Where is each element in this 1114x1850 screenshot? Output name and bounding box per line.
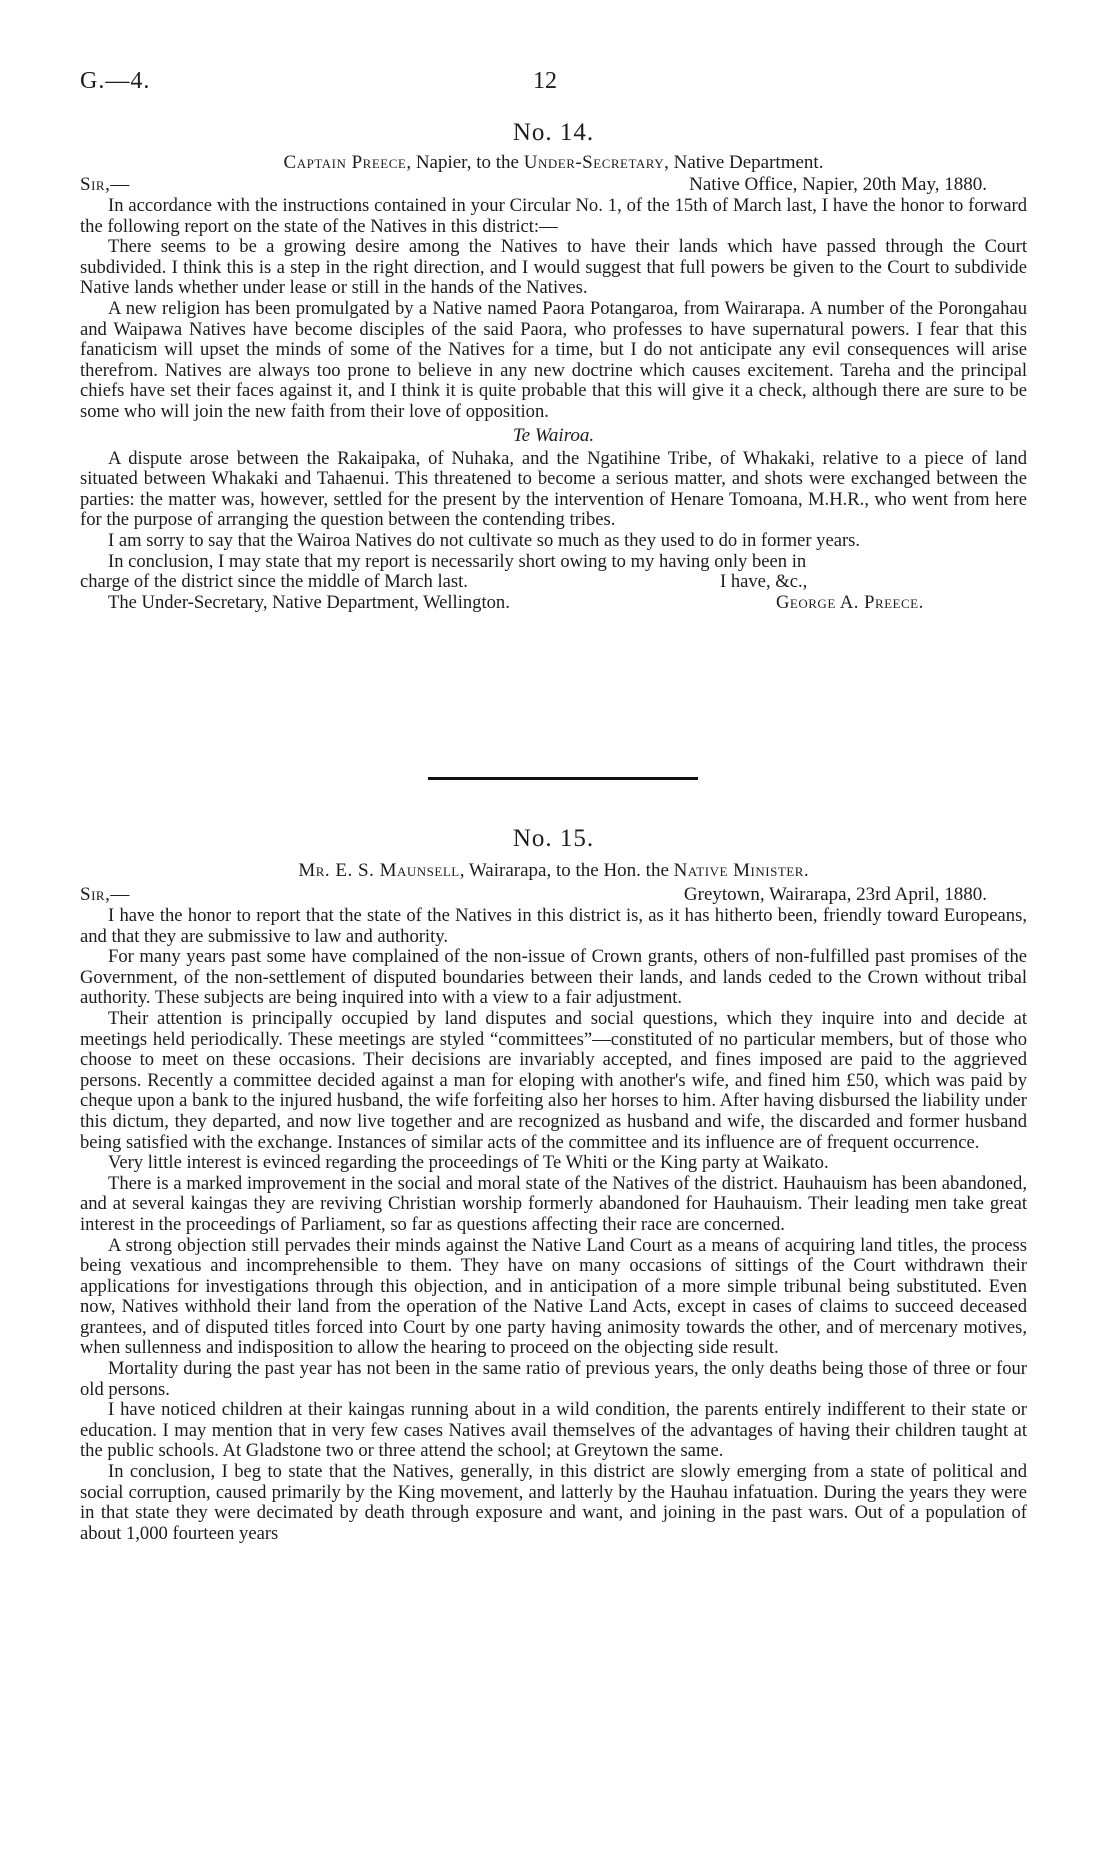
parliamentary-paper-code: G.—4. [80,68,151,94]
letter-14-from-name: Captain Preece [283,152,407,173]
letter-14 [80,118,1027,613]
letter-15-heading [80,860,1027,882]
letter-14-to-rest: , Native Department. [664,152,824,173]
letter-15-paragraph: Mortality during the past year has not been in the same ratio of previous years, the only deaths being those of three or four old persons. [80,1358,1027,1400]
letter-14-to-name: Under-Secretary [523,152,665,173]
section-divider [428,777,698,780]
letter-14-closing-line: In conclusion, I may state that my report is necessarily short owing to my having only been in [108,550,807,572]
letter-15-from-name: Mr. E. S. Maunsell [298,860,460,881]
letter-14-addressee: The Under-Secretary, Native Department, Wellington. [108,591,510,613]
letter-14-paragraph: I am sorry to say that the Wairoa Natives do not cultivate so much as they used to do in former years. [108,529,861,551]
page-number: 12 [533,68,557,94]
letter-14-salutation: Sir,— [80,174,130,195]
letter-15-paragraph: There is a marked improvement in the social and moral state of the Natives of the district. Hauhauism has been abandoned, and at several kaingas they are reviving Christian worship formerly abandoned for Hauhauism. Their leading men take great interest in the proceedings of Parliament, so far as questions affecting their race are concerned. [80,1172,1027,1235]
letter-15-to-rest: . [803,860,809,881]
letter-14-closing-row [80,572,1027,593]
letter-15-salutation: Sir,— [80,884,130,905]
letter-14-paragraph: A dispute arose between the Rakaipaka, of Nuhaka, and the Ngatihine Tribe, of Whakaki, relative to a piece of land situated between Whakaki and Tahaenui. This threatened to become a serious matter, and shots were exchanged between the parties: the matter was, however, settled for the present by the intervention of Henare Tomoana, M.H.R., who went from here for the purpose of arranging the question between the contending tribes. [80,447,1027,531]
letter-15-paragraph: A strong objection still pervades their minds against the Native Land Court as a means of acquiring land titles, the process being vexatious and incomprehensible to them. They have on many occasions of sittings of the Court withdrawn their applications for investigations through this objection, and in anticipation of a more simple tribunal being substituted. Even now, Natives withhold their land from the operation of the Native Land Acts, except in cases of claims to succeed deceased grantees, and of disputed titles forced into Court by one party having animosity towards the other, and of mercenary motives, when sullenness and indisposition to allow the hearing to proceed on the objecting side result. [80,1234,1027,1359]
letter-14-salutation-row [80,174,1027,196]
letter-14-signature: George A. Preece. [776,591,924,613]
letter-15 [80,824,1027,1544]
letter-14-from-rest: , Napier, to the [406,152,524,173]
letter-15-place-date: Greytown, Wairarapa, 23rd April, 1880. [683,884,987,905]
letter-15-paragraph: In conclusion, I beg to state that the Natives, generally, in this district are slowly emerging from a state of political and social corruption, caused primarily by the King movement, and latterly by the Hauhau infatuation. During the years they were in that state they were decimated by death through exposure and want, and joining in the past wars. Out of a population of about 1,000 fourteen years [80,1461,1027,1544]
letter-14-place-date: Native Office, Napier, 20th May, 1880. [689,174,987,195]
letter-15-paragraph: For many years past some have complained of the non-issue of Crown grants, others of non-fulfilled past promises of the Government, of the non-settlement of disputed boundaries between their lands, and lands ceded to the Crown without tribal authority. These subjects are being inquired into with a view to a fair adjustment. [80,946,1027,1009]
letter-15-to-name: Native Minister [673,860,804,881]
letter-14-heading [80,152,1027,174]
letter-15-from-rest: , Wairarapa, to the Hon. the [459,860,674,881]
letter-15-number: No. 15. [512,825,595,852]
letter-14-closing-text: charge of the district since the middle of March last. [80,571,468,593]
letter-15-paragraph: I have the honor to report that the state of the Natives in this district is, as it has hitherto been, friendly toward Europeans, and that they are submissive to law and authority. [80,905,1027,947]
letter-14-signature-row [80,593,1027,614]
letter-14-paragraph: A new religion has been promulgated by a Native named Paora Potangaroa, from Wairarapa. A number of the Porongahau and Waipawa Natives have become disciples of the said Paora, who professes to have supernatural powers. I fear that this fanaticism will upset the minds of some of the Natives for a time, but I do not anticipate any evil consequences will arise therefrom. Natives are always too prone to believe in any new doctrine which causes excitement. Tareha and the principal chiefs have set their faces against it, and I think it is quite probable that this will give it a check, although there are sure to be some who will join the new faith from their love of opposition. [80,297,1027,422]
letter-15-paragraph: Their attention is principally occupied by land disputes and social questions, which they inquire into and decide at meetings held periodically. These meetings are styled “committees”—constituted of no particular members, but of those who choose to meet on these occasions. Their decisions are invariably accepted, and fines imposed are paid to the aggrieved persons. Recently a committee decided against a man for eloping with another's wife, and fined him £50, which was paid by cheque upon a bank to the injured husband, the wife forfeiting also her horses to him. After having disbursed the liability under this dictum, they departed, and now live together and are recognized as husband and wife, the discarded and former husband being satisfied with the exchange. Instances of similar acts of the committee and its influence are of frequent occurrence. [80,1007,1027,1153]
letter-14-closing-sign: I have, &c., [720,571,808,593]
letter-15-salutation-row [80,884,1027,906]
letter-14-subheading: Te Wairoa. [512,424,595,446]
letter-14-paragraph: There seems to be a growing desire among the Natives to have their lands which have passed through the Court subdivided. I think this is a step in the right direction, and I would suggest that full powers be given to the Court to subdivide Native lands whether under lease or still in the hands of the Natives. [80,236,1027,299]
letter-14-number: No. 14. [512,119,595,146]
letter-15-paragraph: I have noticed children at their kaingas running about in a wild condition, the parents entirely indifferent to their state or education. I may mention that in very few cases Natives avail themselves of the advantages of having their children taught at the public schools. At Gladstone two or three attend the school; at Greytown the same. [80,1399,1027,1462]
letter-15-paragraph: Very little interest is evinced regarding the proceedings of Te Whiti or the King party at Waikato. [108,1152,829,1174]
letter-14-paragraph: In accordance with the instructions contained in your Circular No. 1, of the 15th of March last, I have the honor to forward the following report on the state of the Natives in this district:— [80,195,1027,237]
